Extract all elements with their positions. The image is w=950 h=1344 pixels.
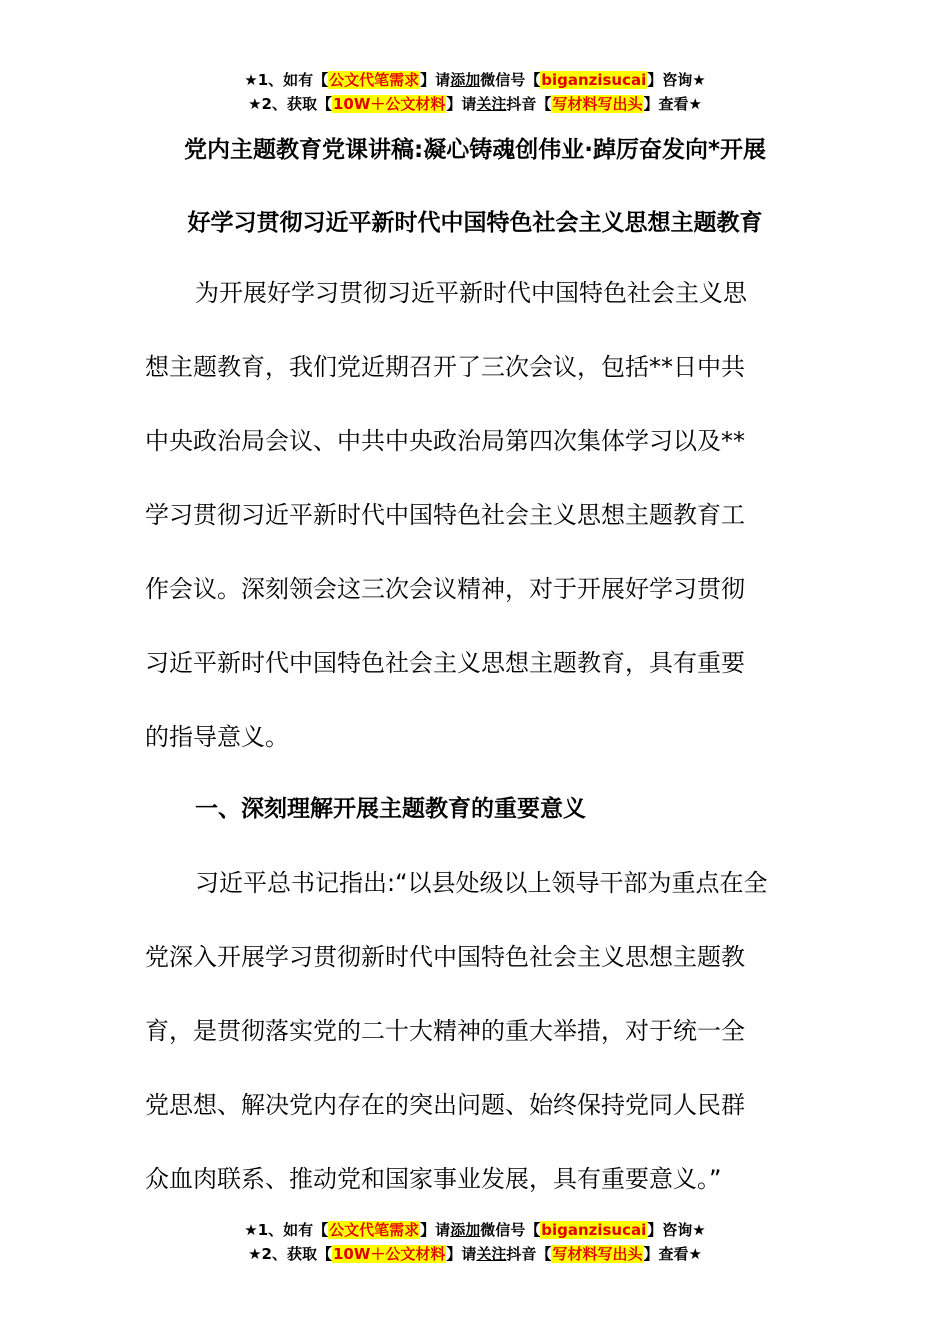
banner-text: 】请 — [420, 1221, 451, 1239]
underlined-text: 添加 — [450, 1221, 481, 1239]
paragraph-line: 党深入开展学习贯彻新时代中国特色社会主义思想主题教 — [145, 943, 745, 971]
banner-line-2 — [0, 1242, 950, 1266]
banner-text: ★2、获取【 — [248, 95, 332, 113]
banner-text: 】请 — [420, 71, 451, 89]
paragraph-line: 众血肉联系、推动党和国家事业发展，具有重要意义。” — [145, 1165, 722, 1193]
banner-text: ★1、如有【 — [244, 71, 329, 89]
douyin-account-highlight: 写材料写出头 — [552, 1245, 643, 1263]
footer-banner — [0, 1218, 950, 1266]
paragraph-line: 中央政治局会议、中共中央政治局第四次集体学习以及** — [145, 427, 745, 455]
banner-text: 微信号【 — [480, 71, 541, 89]
paragraph-line: 想主题教育，我们党近期召开了三次会议，包括**日中共 — [145, 353, 745, 381]
header-banner — [0, 68, 950, 116]
section-heading: 一、深刻理解开展主题教育的重要意义 — [195, 796, 586, 822]
highlight-tag: 10W＋公文材料 — [332, 95, 446, 113]
paragraph-line: 作会议。深刻领会这三次会议精神，对于开展好学习贯彻 — [145, 575, 745, 603]
underlined-text: 关注 — [476, 1245, 507, 1263]
banner-text: 】查看★ — [643, 95, 702, 113]
highlight-tag: 公文代笔需求 — [329, 1221, 420, 1239]
banner-line-1 — [0, 68, 950, 92]
paragraph-1 — [145, 256, 805, 774]
banner-text: 】请 — [446, 1245, 477, 1263]
paragraph-line: 习近平总书记指出:“以县处级以上领导干部为重点在全 — [195, 869, 768, 897]
paragraph-line: 学习贯彻习近平新时代中国特色社会主义思想主题教育工 — [145, 501, 745, 529]
banner-text: 抖音【 — [506, 95, 552, 113]
douyin-account-highlight: 写材料写出头 — [552, 95, 643, 113]
banner-line-1 — [0, 1218, 950, 1242]
banner-text: 】咨询★ — [647, 71, 706, 89]
banner-text: 微信号【 — [480, 1221, 541, 1239]
paragraph-line: 党思想、解决党内存在的突出问题、始终保持党同人民群 — [145, 1091, 745, 1119]
paragraph-line: 的指导意义。 — [145, 723, 289, 751]
banner-text: 抖音【 — [506, 1245, 552, 1263]
paragraph-line: 育，是贯彻落实党的二十大精神的重大举措，对于统一全 — [145, 1017, 745, 1045]
document-title-line-2: 好学习贯彻习近平新时代中国特色社会主义思想主题教育 — [187, 210, 763, 236]
underlined-text: 关注 — [476, 95, 507, 113]
wechat-id-highlight: biganzisucai — [541, 71, 647, 89]
paragraph-2 — [145, 846, 805, 1216]
paragraph-line: 为开展好学习贯彻习近平新时代中国特色社会主义思 — [195, 279, 747, 307]
highlight-tag: 公文代笔需求 — [329, 71, 420, 89]
highlight-tag: 10W＋公文材料 — [332, 1245, 446, 1263]
banner-text: 】查看★ — [643, 1245, 702, 1263]
banner-text: 】咨询★ — [647, 1221, 706, 1239]
underlined-text: 添加 — [450, 71, 481, 89]
paragraph-line: 习近平新时代中国特色社会主义思想主题教育，具有重要 — [145, 649, 745, 677]
banner-text: ★1、如有【 — [244, 1221, 329, 1239]
wechat-id-highlight: biganzisucai — [541, 1221, 647, 1239]
document-title-line-1: 党内主题教育党课讲稿:凝心铸魂创伟业·踔厉奋发向*开展 — [184, 137, 766, 163]
banner-text: 】请 — [446, 95, 477, 113]
banner-line-2 — [0, 92, 950, 116]
banner-text: ★2、获取【 — [248, 1245, 332, 1263]
